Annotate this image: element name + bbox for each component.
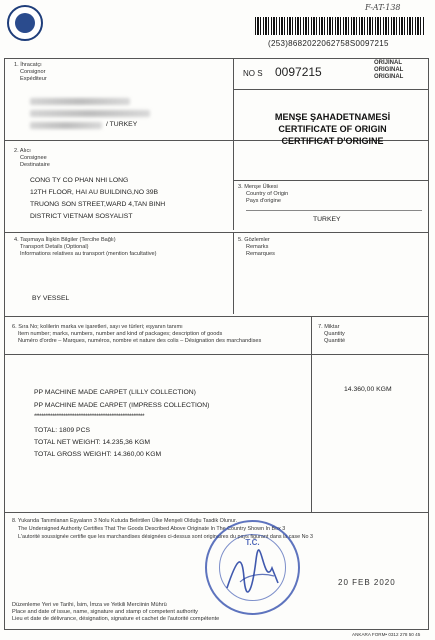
goods-line: PP MACHINE MADE CARPET (LILLY COLLECTION): [34, 389, 196, 396]
chamber-logo-icon: [7, 5, 43, 41]
print-footer: ANKARA FORM• 0312 278 50 45: [352, 632, 421, 637]
serial-number: 0097215: [275, 65, 322, 79]
box6-label-en: Item number; marks, numbers, number and kind of packages; description of goods: [18, 331, 223, 337]
box2-label-tr: 2. Alıcı: [14, 148, 31, 154]
box3-label-tr: 3. Menşe Ülkesi: [238, 184, 278, 190]
consignee-line: TRUONG SON STREET,WARD 4,TAN BINH: [30, 201, 166, 208]
redacted-consignor: [30, 122, 102, 129]
box8-line-fr: L'autorité soussignée certifie que les marchandises désignées ci-dessus sont originaires du pays figurant dans la case No 3: [18, 534, 313, 540]
divider: [233, 180, 429, 181]
box8-line-tr: 8. Yukarıda Tanımlanan Eşyaların 3 Nolu Kutuda Belirtilen Ülke Menşeli Olduğu Tasdik Olunur.: [12, 518, 238, 524]
divider: [246, 210, 422, 211]
divider: [311, 316, 312, 512]
box6-label-fr: Numéro d'ordre – Marques, numéros, nombre et nature des colis – Désignation des marchandises: [18, 338, 262, 344]
quantity-value: 14.360,00 KGM: [344, 386, 392, 393]
issue-date: 20 FEB 2020: [338, 578, 396, 587]
copy-label: ORİJİNAL: [374, 60, 403, 66]
box6-label-tr: 6. Sıra No; kolilerin marka ve işaretleri, sayı ve türleri; eşyanın tanımı: [12, 324, 183, 330]
box4-label-fr: Informations relatives au transport (mention facultative): [20, 251, 157, 257]
box5-label-en: Remarks: [246, 244, 269, 250]
redacted-consignor: [30, 98, 130, 105]
box2-label-en: Consignee: [20, 155, 47, 161]
divider: [4, 316, 429, 317]
redacted-consignor: [30, 110, 150, 117]
title-fr: CERTIFICAT D'ORIGINE: [281, 136, 384, 146]
barcode-number: (253)8682022062758S0097215: [268, 39, 389, 48]
divider: [233, 89, 429, 90]
divider: [4, 232, 429, 233]
total-gross-weight: TOTAL GROSS WEIGHT: 14.360,00 KGM: [34, 451, 162, 458]
box5-label-tr: 5. Gözlemler: [238, 237, 270, 243]
box2-label-fr: Destinataire: [20, 162, 50, 168]
copy-label: ORIGINAL: [374, 67, 404, 73]
divider: [4, 354, 429, 355]
total-pcs: TOTAL: 1809 PCS: [34, 427, 91, 434]
consignee-line: DISTRICT VIETNAM SOSYALIST: [30, 213, 133, 220]
stars-separator: ************************************************************: [34, 414, 145, 420]
box3-label-en: Country of Origin: [246, 191, 289, 197]
consignee-line: CONG TY CO PHAN NHI LONG: [30, 177, 129, 184]
box4-label-en: Transport Details (Optional): [20, 244, 89, 250]
box1-label-en: Consignor: [20, 69, 46, 75]
box7-label-tr: 7. Miktar: [318, 324, 340, 330]
box7-label-fr: Quantité: [324, 338, 346, 344]
divider: [233, 232, 234, 314]
box1-label-fr: Expéditeur: [20, 76, 47, 82]
consignor-country: / TURKEY: [106, 121, 138, 128]
footer-line-tr: Düzenleme Yeri ve Tarihi, İsim, İmza ve Yetkili Merciinin Mührü: [12, 602, 167, 608]
footer-line-en: Place and date of issue, name, signature and stamp of competent authority: [12, 609, 198, 615]
transport-details: BY VESSEL: [32, 295, 70, 302]
box7-label-en: Quantity: [324, 331, 345, 337]
stamp-text: T.C.: [245, 538, 260, 547]
copy-label: ORIGINAL: [374, 74, 404, 80]
origin-country: TURKEY: [313, 216, 341, 223]
box8-line-en: The Undersigned Authority Certifies That The Goods Described Above Originate In The Country Shown In Box 3: [18, 526, 286, 532]
box5-label-fr: Remarques: [246, 251, 275, 257]
goods-line: PP MACHINE MADE CARPET (IMPRESS COLLECTION): [34, 402, 210, 409]
serial-prefix: NO S: [243, 69, 263, 78]
box3-label-fr: Pays d'origine: [246, 198, 281, 204]
divider: [233, 58, 234, 230]
barcode-icon: [255, 17, 425, 35]
title-en: CERTIFICATE OF ORIGIN: [278, 124, 387, 134]
box1-label-tr: 1. İhracatçı: [14, 62, 42, 68]
handwritten-note: F-AT-138: [365, 3, 401, 12]
footer-line-fr: Lieu et date de délivrance, désignation, signature et cachet de l'autorité compétente: [12, 616, 220, 622]
consignee-line: 12TH FLOOR, HAI AU BUILDING,NO 39B: [30, 189, 159, 196]
total-net-weight: TOTAL NET WEIGHT: 14.235,36 KGM: [34, 439, 151, 446]
title-tr: MENŞE ŞAHADETNAMESİ: [274, 112, 391, 122]
divider: [4, 512, 429, 513]
signature-icon: [222, 548, 282, 598]
box4-label-tr: 4. Taşımaya İlişkin Bilgiler (Tercihe Bağlı): [14, 237, 116, 243]
